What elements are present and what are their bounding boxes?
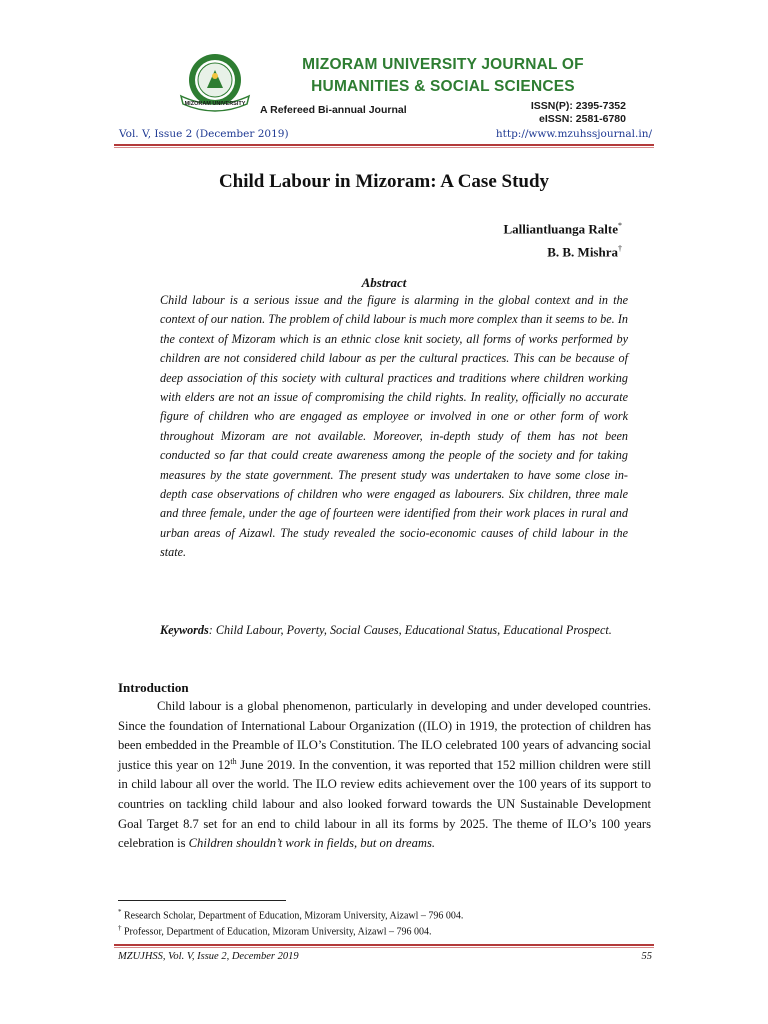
footnote-mark: † <box>118 924 122 933</box>
footnote-1 <box>118 906 463 922</box>
issn-print: ISSN(P): 2395-7352 <box>530 100 626 112</box>
footnote-2 <box>118 922 463 938</box>
header-divider-thin <box>114 147 654 148</box>
keywords-text: : Child Labour, Poverty, Social Causes, Educational Status, Educational Prospect. <box>208 623 612 637</box>
author-list <box>504 216 623 263</box>
university-seal-logo <box>177 50 253 116</box>
page-number: 55 <box>641 951 652 962</box>
author-mark: * <box>618 221 622 230</box>
volume-info: Vol. V, Issue 2 (December 2019) <box>119 128 289 140</box>
footnote-mark: * <box>118 908 122 916</box>
abstract-heading: Abstract <box>361 275 407 290</box>
author-mark: † <box>618 244 622 254</box>
footnote-divider <box>118 900 286 901</box>
header-divider <box>114 144 654 146</box>
author-name: B. B. Mishra <box>547 244 618 260</box>
author-name: Lalliantluanga Ralte <box>503 221 618 237</box>
footer-divider-thin <box>114 947 654 948</box>
journal-title-line2: HUMANITIES & SOCIAL SCIENCES <box>311 78 575 95</box>
intro-italic-theme: Children shouldn’t work in fields, but on dreams. <box>188 836 436 851</box>
refereed-tagline: A Refereed Bi-annual Journal <box>260 104 407 116</box>
author-1 <box>504 216 623 239</box>
abstract-text: Child labour is a serious issue and the figure is alarming in the global context and in the context of our nation. The problem of child labour is much more complex than it seems to be. In the context of Mizoram which is an ethnic close knit society, all forms of works performed by children are not considered child labour as per the cultural practices. This can be because of deep association of this society with cultural practices and traditions where children working with elders are not an issue of compromising the child rights. In reality, officially no accurate figure of children who are engaged as employee or involved in one or other form of work throughout Mizoram are not available. Moreover, in-depth study of them has not been conducted so far that could create awareness among the people of the society and for taking measures by the state government. The present study was undertaken to have some close in-depth case observations of children who were engaged as labourers. Six children, three male and three female, under the age of fourteen were identified from their work places in rural and urban areas of Aizawl. The study revealed the socio-economic causes of child labour in the state. <box>160 293 628 560</box>
intro-superscript: th <box>230 756 237 766</box>
intro-text-part1: Child labour is a global phenomenon, particularly in developing and under developed countries. Since the foundation of International Labour Organization ((ILO) in 1919, the protection of children has been embedded in the Preamble of ILO’s Constitution. The ILO celebrated 100 years of advancing social justice this year on 12 <box>118 699 651 772</box>
journal-url-link[interactable]: http://www.mzuhssjournal.in/ <box>495 128 652 140</box>
paper-title: Child Labour in Mizoram: A Case Study <box>218 171 550 192</box>
journal-title-line1: MIZORAM UNIVERSITY JOURNAL OF <box>302 56 584 73</box>
footer-divider <box>114 944 654 946</box>
journal-title <box>258 54 628 98</box>
logo-banner-text: MIZORAM UNIVERSITY <box>184 101 246 107</box>
footnote-text: Research Scholar, Department of Education, Mizoram University, Aizawl – 796 004. <box>121 910 464 922</box>
intro-text-part2: June 2019. In the convention, it was reported that 152 million children were still in child labour all over the world. The ILO review edits achievement over the 100 years of its support to countries on tackling child labour and also looked forward towards the UN Sustainable Development Goal Target 8.7 set for an end to child labour in all its forms by 2025. The theme of ILO’s 100 years celebration is <box>118 757 651 851</box>
footnote-text: Professor, Department of Education, Mizoram University, Aizawl – 796 004. <box>121 926 432 938</box>
introduction-text <box>118 697 651 854</box>
introduction-heading: Introduction <box>118 680 189 695</box>
keywords <box>160 621 628 640</box>
keywords-label: Keywords <box>160 623 209 637</box>
footer-citation: MZUJHSS, Vol. V, Issue 2, December 2019 <box>118 951 299 962</box>
footnotes <box>118 906 463 939</box>
issn-block <box>531 100 626 126</box>
issn-electronic: eISSN: 2581-6780 <box>539 113 626 125</box>
author-2 <box>504 239 623 262</box>
